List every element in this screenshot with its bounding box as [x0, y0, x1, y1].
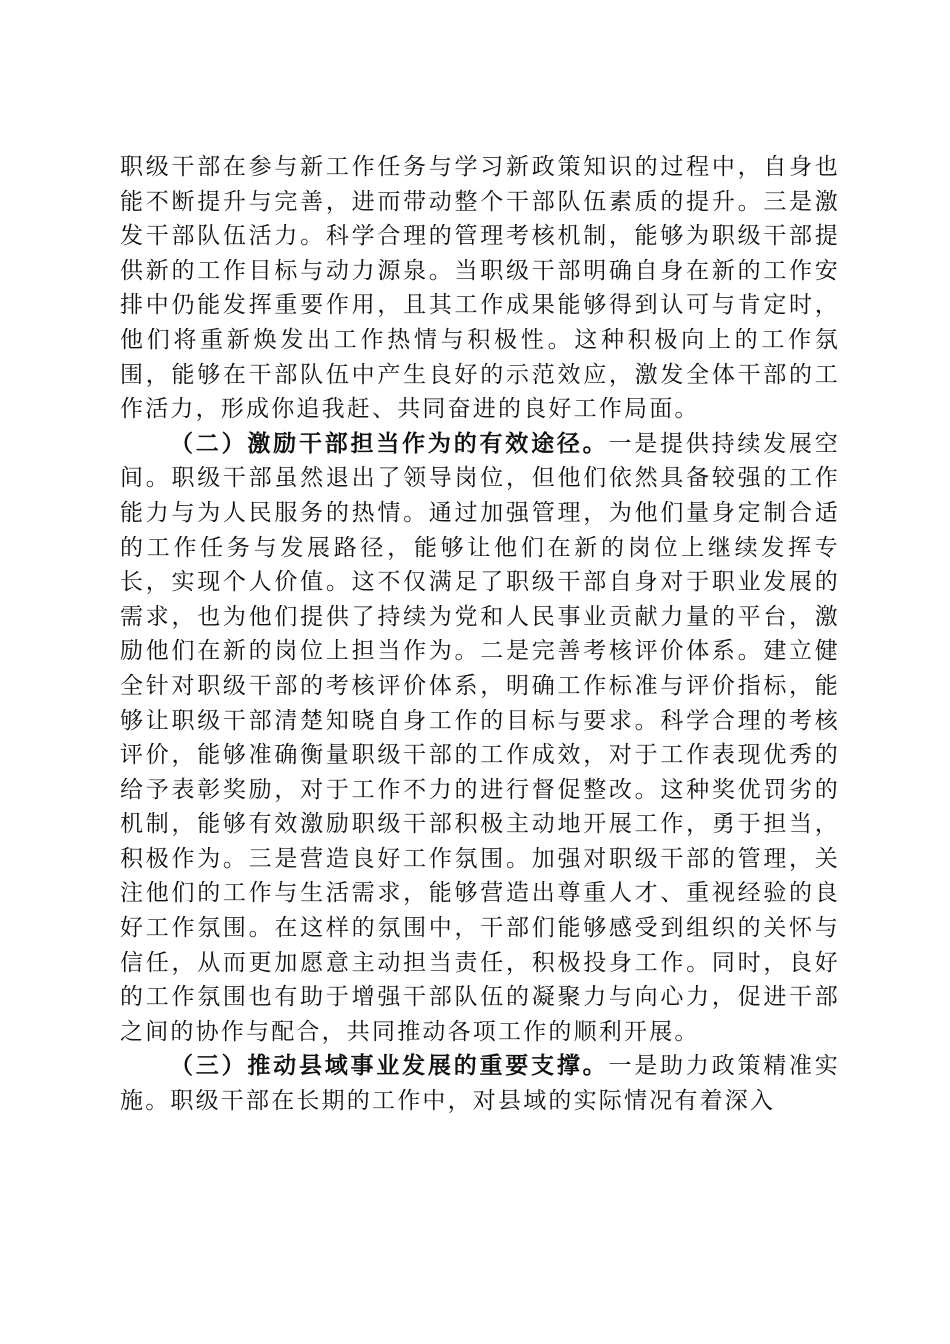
- paragraph-continuation: 职级干部在参与新工作任务与学习新政策知识的过程中，自身也能不断提升与完善，进而带动整个干部队伍素质的提升。三是激发干部队伍活力。科学合理的管理考核机制，能够为职级干部提供新的工作目标与动力源泉。当职级干部明确自身在新的工作安排中仍能发挥重要作用，且其工作成果能够得到认可与肯定时，他们将重新焕发出工作热情与积极性。这种积极向上的工作氛围，能够在干部队伍中产生良好的示范效应，激发全体干部的工作活力，形成你追我赶、共同奋进的良好工作局面。: [120, 154, 840, 423]
- document-body: [120, 150, 840, 1119]
- section-2-body: 一是提供持续发展空间。职级干部虽然退出了领导岗位，但他们依然具备较强的工作能力与为人民服务的热情。通过加强管理，为他们量身定制合适的工作任务与发展路径，能够让他们在新的岗位上继续发挥专长，实现个人价值。这不仅满足了职级干部自身对于职业发展的需求，也为他们提供了持续为党和人民事业贡献力量的平台，激励他们在新的岗位上担当作为。二是完善考核评价体系。建立健全针对职级干部的考核评价体系，明确工作标准与评价指标，能够让职级干部清楚知晓自身工作的目标与要求。科学合理的考核评价，能够准确衡量职级干部的工作成效，对于工作表现优秀的给予表彰奖励，对于工作不力的进行督促整改。这种奖优罚劣的机制，能够有效激励职级干部积极主动地开展工作，勇于担当，积极作为。三是营造良好工作氛围。加强对职级干部的管理，关注他们的工作与生活需求，能够营造出尊重人才、重视经验的良好工作氛围。在这样的氛围中，干部们能够感受到组织的关怀与信任，从而更加愿意主动担当责任，积极投身工作。同时，良好的工作氛围也有助于增强干部队伍的凝聚力与向心力，促进干部之间的协作与配合，共同推动各项工作的顺利开展。: [120, 430, 840, 1045]
- section-3-paragraph: [120, 1049, 840, 1118]
- section-2-paragraph: [120, 427, 840, 1050]
- section-2-heading: （二）激励干部担当作为的有效途径。: [170, 429, 609, 457]
- section-3-heading: （三）推动县域事业发展的重要支撑。: [170, 1052, 609, 1080]
- section-3-body: 一是助力政策精准实施。职级干部在长期的工作中，对县域的实际情况有着深入: [120, 1053, 840, 1115]
